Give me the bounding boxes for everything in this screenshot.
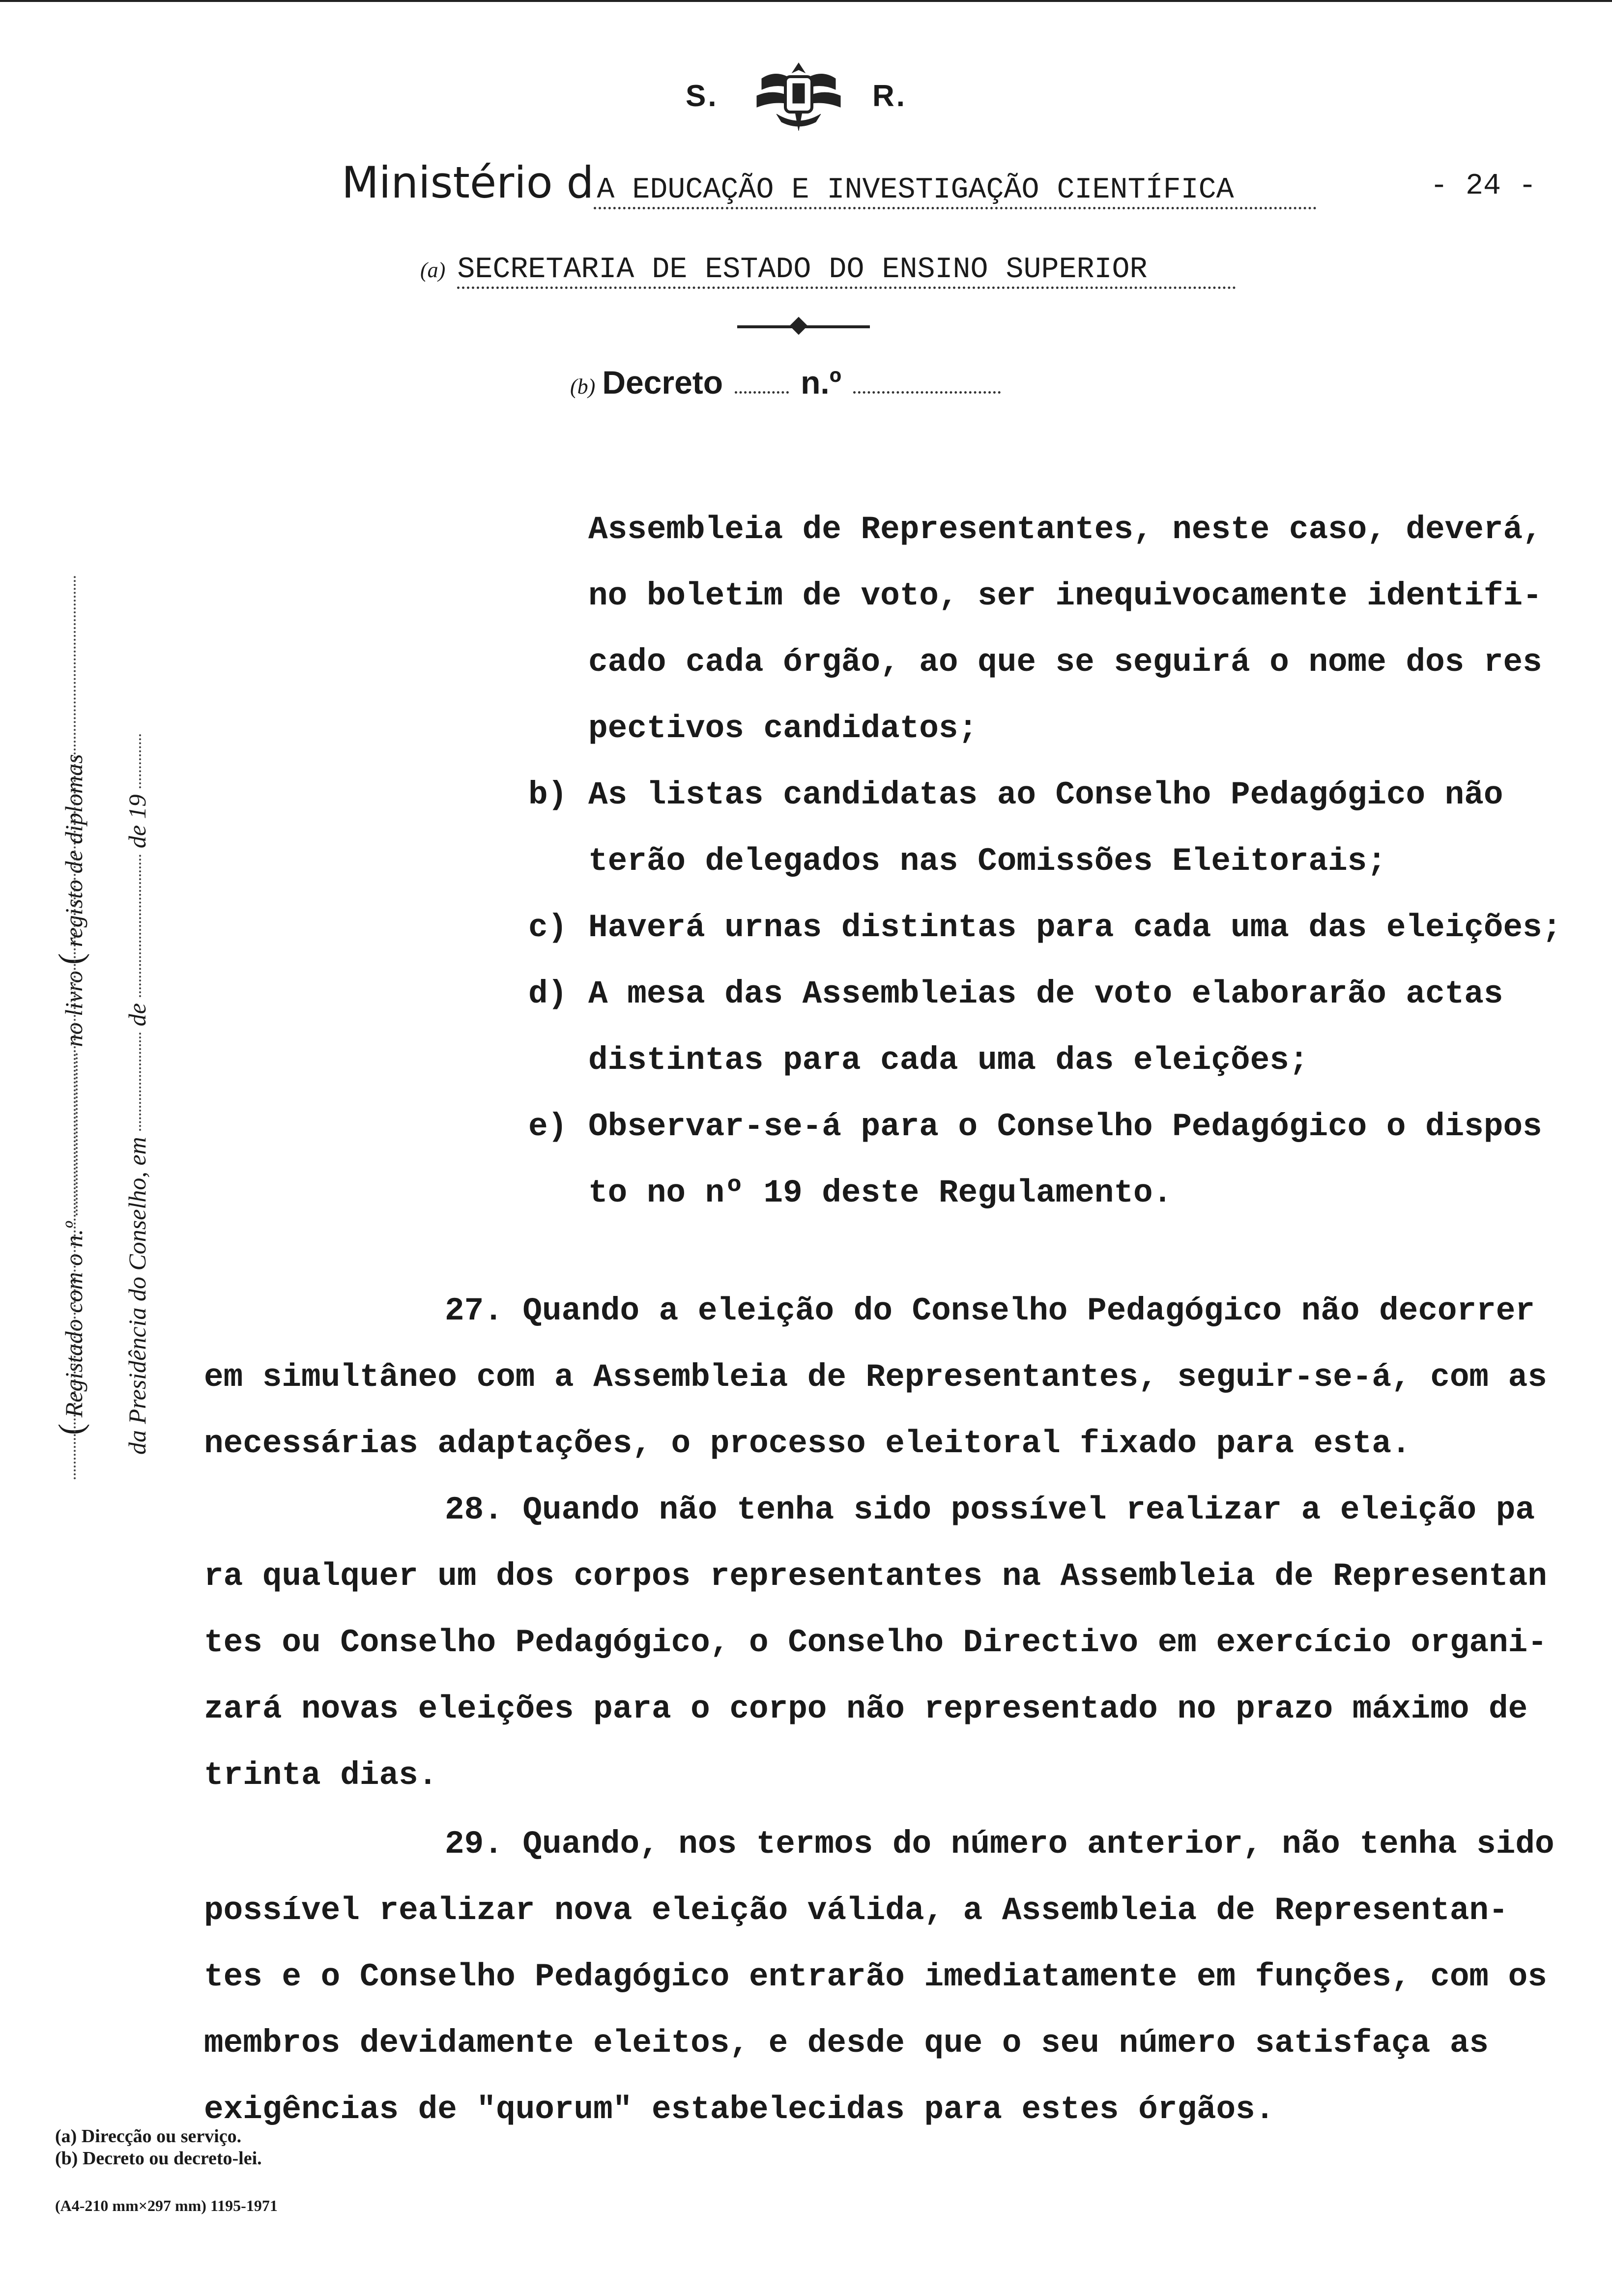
paragraph-29-line-1: 29. Quando, nos termos do número anterior, não tenha sido [445, 1826, 1554, 1863]
continuation-line-2: no boletim de voto, ser inequivocamente identifi- [588, 577, 1542, 614]
top-border-rule [0, 0, 1612, 2]
book-label: no livro [60, 971, 87, 1047]
continuation-line-1: Assembleia de Representantes, neste caso, deverá, [588, 511, 1542, 548]
item-e-line-1: Observar-se-á para o Conselho Pedagógico o dispos [588, 1108, 1542, 1145]
sidebar-rule-1 [74, 575, 76, 1479]
item-d-line-2: distintas para cada uma das eleições; [588, 1042, 1309, 1079]
item-b-label: b) [528, 776, 568, 813]
ministry-prefix: Ministério d [342, 157, 594, 208]
paragraph-29-line-3: tes e o Conselho Pedagógico entrarão imediatamente em funções, com os [204, 1958, 1547, 1995]
paragraph-27-line-3: necessárias adaptações, o processo eleitoral fixado para esta. [204, 1425, 1411, 1462]
registration-number-blank [76, 1053, 78, 1215]
paragraph-29-line-4: membros devidamente eleitos, e desde que o seu número satisfaça as [204, 2025, 1489, 2062]
registration-line-1: ( Registado com o n.º no livro ( registo de diplomas [52, 754, 90, 1435]
registration-number-label: Registado com o n.º [60, 1221, 87, 1418]
item-b-line-2: terão delegados nas Comissões Eleitorais; [588, 843, 1386, 880]
secretariat-heading [420, 253, 1236, 289]
r-letter: R. [872, 79, 907, 113]
coat-of-arms-emblem [747, 59, 850, 133]
ministry-name: A EDUCAÇÃO E INVESTIGAÇÃO CIENTÍFICA [594, 173, 1317, 209]
secretariat-marker: (a) [420, 258, 446, 282]
footnote-a: (a) Direcção ou serviço. [55, 2126, 242, 2147]
decree-number-label: n.º [801, 364, 841, 401]
paper-format-note: (A4-210 mm×297 mm) 1195-1971 [55, 2197, 278, 2214]
item-e-label: e) [528, 1108, 568, 1145]
footnote-b: (b) Decreto ou decreto-lei. [55, 2148, 262, 2169]
decree-line [570, 364, 1001, 401]
council-date-label: da Presidência do Conselho, em [123, 1137, 151, 1455]
diamond-ornament [790, 317, 808, 335]
item-c-line-1: Haverá urnas distintas para cada uma das eleições; [588, 909, 1562, 946]
ministry-heading [342, 157, 1317, 209]
diploma-registry-label: registo de diplomas [60, 754, 87, 947]
secretariat-name: SECRETARIA DE ESTADO DO ENSINO SUPERIOR [457, 253, 1236, 289]
council-month-blank [139, 855, 141, 997]
council-day-blank [139, 1033, 141, 1131]
paragraph-29-line-2: possível realizar nova eleição válida, a Assembleia de Representan- [204, 1892, 1508, 1929]
paragraph-28-line-1: 28. Quando não tenha sido possível realizar a eleição pa [445, 1492, 1535, 1528]
item-d-label: d) [528, 976, 568, 1012]
page-number: - 24 - [1430, 170, 1537, 203]
registration-line-2 [123, 734, 151, 1455]
paragraph-28-line-5: trinta dias. [204, 1757, 438, 1794]
item-d-line-1: A mesa das Assembleias de voto elaborarão actas [588, 976, 1503, 1012]
paragraph-28-line-3: tes ou Conselho Pedagógico, o Conselho Directivo em exercício organi- [204, 1624, 1547, 1661]
item-e-line-2: to no nº 19 deste Regulamento. [588, 1175, 1173, 1211]
paragraph-28-line-2: ra qualquer um dos corpos representantes na Assembleia de Representan [204, 1558, 1547, 1595]
decree-number-blank [853, 391, 1001, 394]
paragraph-27-line-2: em simultâneo com a Assembleia de Representantes, seguir-se-á, com as [204, 1359, 1547, 1396]
continuation-line-4: pectivos candidatos; [588, 710, 978, 747]
item-c-label: c) [528, 909, 568, 946]
paragraph-27-line-1: 27. Quando a eleição do Conselho Pedagógico não decorrer [445, 1292, 1535, 1329]
decree-label: Decreto [602, 364, 723, 401]
year-label: de 19 [123, 794, 151, 849]
continuation-line-3: cado cada órgão, ao que se seguirá o nome dos res [588, 644, 1542, 681]
paragraph-28-line-4: zará novas eleições para o corpo não representado no prazo máximo de [204, 1691, 1528, 1727]
of-label: de [123, 1003, 151, 1027]
council-year-blank [139, 734, 141, 788]
decree-blank [735, 391, 789, 394]
paragraph-29-line-5: exigências de "quorum" estabelecidas para estes órgãos. [204, 2091, 1275, 2128]
decree-marker: (b) [570, 374, 596, 399]
item-b-line-1: As listas candidatas ao Conselho Pedagógico não [588, 776, 1503, 813]
s-letter: S. [686, 79, 719, 113]
